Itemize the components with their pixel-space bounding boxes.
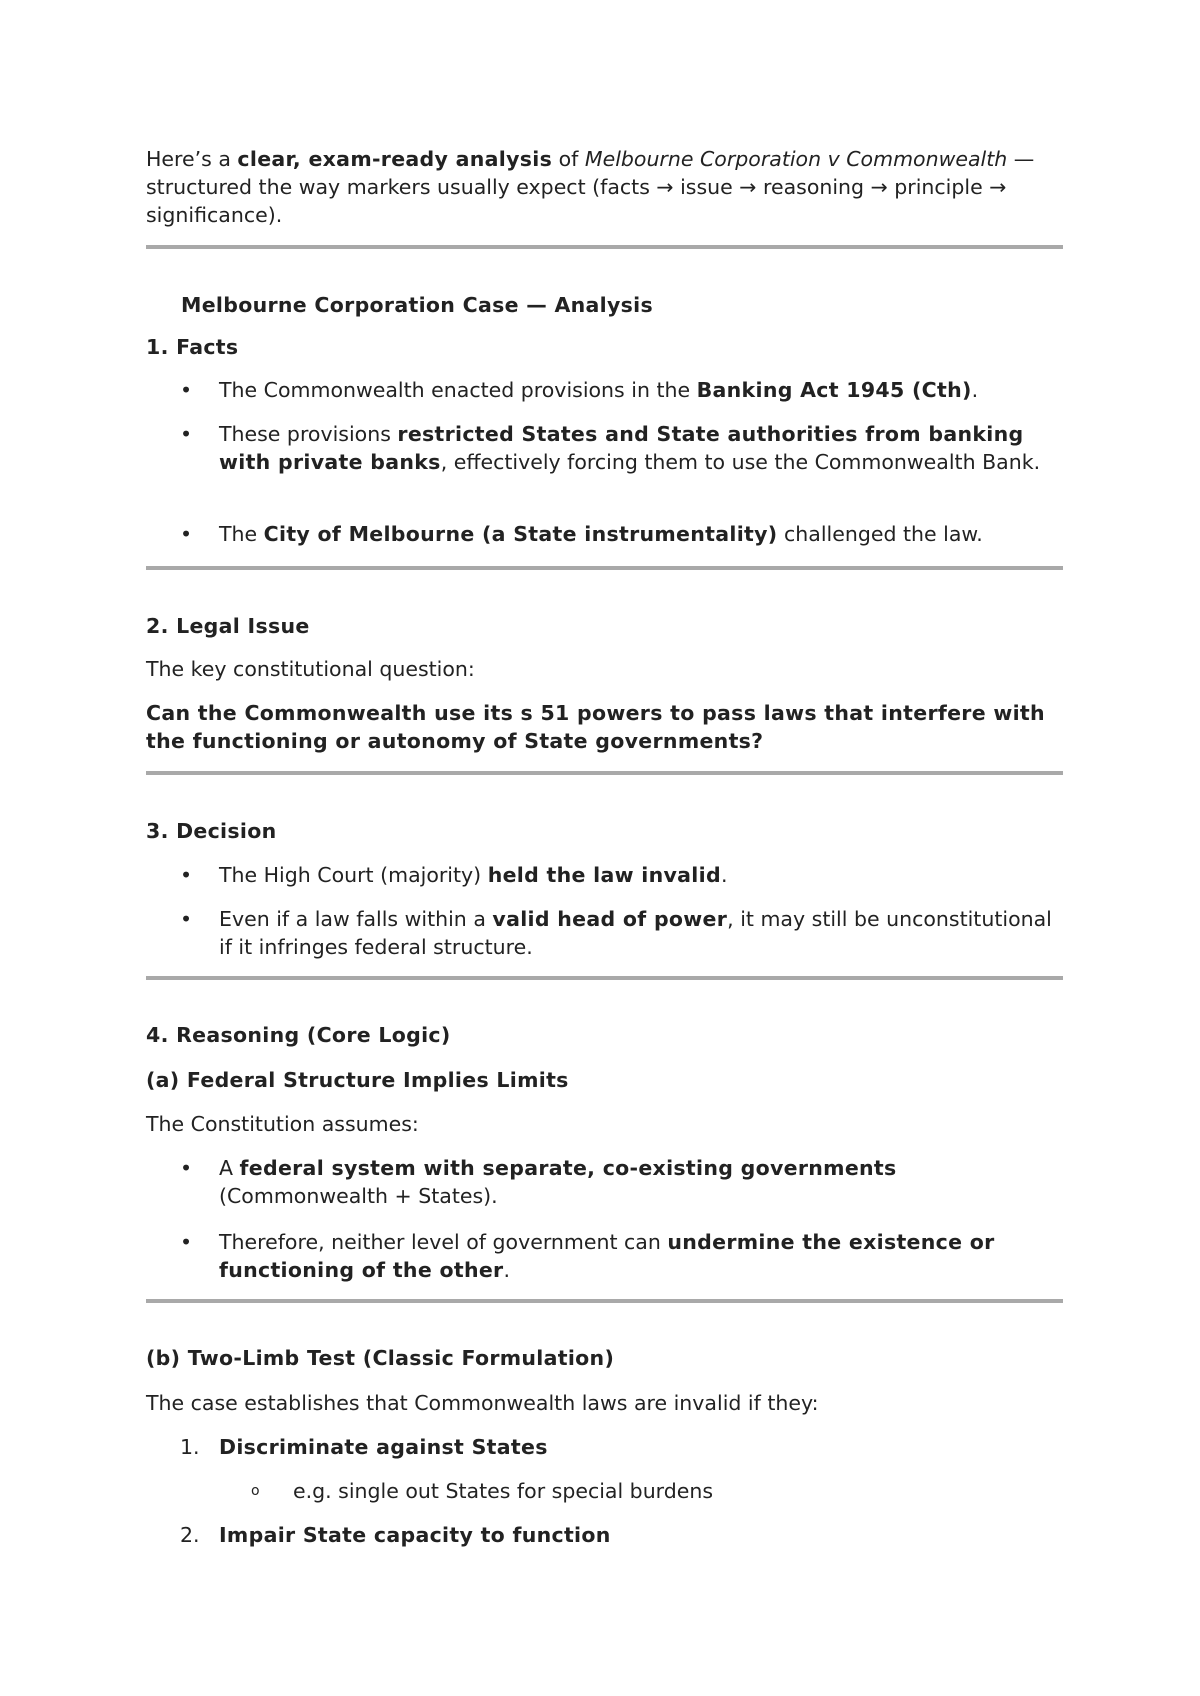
divider: [146, 976, 1063, 980]
intro-text: — structured the way markers usually expect (facts → issue → reasoning → principle → significance).: [146, 147, 1035, 227]
item-text: .: [503, 1258, 510, 1282]
item-bold: restricted States and State authorities from banking with private banks: [219, 422, 1024, 474]
item-text: .: [720, 863, 728, 887]
divider: [146, 245, 1063, 249]
bullet-icon: •: [180, 1230, 193, 1254]
divider: [146, 566, 1063, 570]
page-title: Melbourne Corporation Case — Analysis: [181, 293, 653, 317]
circle-bullet-icon: o: [251, 1483, 260, 1499]
sub-list-item: [146, 1477, 1066, 1505]
reasoning-text: The case establishes that Commonwealth laws are invalid if they:: [146, 1391, 819, 1415]
divider: [146, 1299, 1063, 1303]
item-bold: valid head of power: [492, 907, 728, 931]
reasoning-text: The Constitution assumes:: [146, 1112, 419, 1136]
limb-title: Discriminate against States: [219, 1435, 548, 1459]
list-item: [146, 520, 1066, 548]
limb-title: Impair State capacity to function: [219, 1523, 611, 1547]
numbered-item: [146, 1433, 1066, 1461]
bullet-icon: •: [180, 522, 193, 546]
numbered-item: [146, 1521, 1066, 1549]
facts-heading: 1. Facts: [146, 335, 239, 359]
item-bold: undermine the existence or functioning of the other: [219, 1230, 995, 1282]
item-text: The: [219, 522, 264, 546]
item-text: , it may still be unconstitutional if it infringes federal structure.: [219, 907, 1052, 959]
list-item: [146, 905, 1066, 961]
list-item: [146, 420, 1066, 476]
item-text: A: [219, 1156, 240, 1180]
bullet-icon: •: [180, 863, 193, 887]
item-text: Therefore, neither level of government can: [219, 1230, 668, 1254]
item-text: These provisions: [219, 422, 398, 446]
intro-paragraph: [146, 145, 1066, 229]
item-text: (Commonwealth + States).: [219, 1184, 498, 1208]
issue-text: The key constitutional question:: [146, 657, 475, 681]
item-bold: held the law invalid: [487, 863, 721, 887]
subheading-b: (b) Two-Limb Test (Classic Formulation): [146, 1346, 615, 1370]
bullet-icon: •: [180, 1156, 193, 1180]
bullet-icon: •: [180, 422, 193, 446]
item-bold: City of Melbourne (a State instrumentality): [263, 522, 778, 546]
item-bold: Banking Act 1945 (Cth): [696, 378, 972, 402]
list-item: [146, 861, 1066, 889]
item-text: challenged the law.: [777, 522, 983, 546]
item-text: .: [971, 378, 979, 402]
divider: [146, 771, 1063, 775]
list-item: [146, 376, 1066, 404]
bullet-icon: •: [180, 378, 193, 402]
case-name-italic: Melbourne Corporation v Commonwealth: [584, 147, 1008, 171]
item-text: The Commonwealth enacted provisions in the: [219, 378, 697, 402]
item-bold: federal system with separate, co-existing governments: [239, 1156, 897, 1180]
issue-question: Can the Commonwealth use its s 51 powers to pass laws that interfere with the functioning or autonomy of State governments?: [146, 701, 1045, 753]
sub-item-text: e.g. single out States for special burdens: [293, 1479, 714, 1503]
bullet-icon: •: [180, 907, 193, 931]
list-number: 2.: [180, 1523, 200, 1547]
item-text: The High Court (majority): [219, 863, 488, 887]
list-item: [146, 1228, 1066, 1284]
list-item: [146, 1154, 1066, 1210]
issue-heading: 2. Legal Issue: [146, 614, 310, 638]
intro-text: of: [552, 147, 585, 171]
reasoning-heading: 4. Reasoning (Core Logic): [146, 1023, 451, 1047]
intro-text: Here’s a: [146, 147, 238, 171]
decision-heading: 3. Decision: [146, 819, 277, 843]
intro-bold: clear, exam-ready analysis: [237, 147, 553, 171]
item-text: Even if a law falls within a: [219, 907, 493, 931]
list-number: 1.: [180, 1435, 200, 1459]
subheading-a: (a) Federal Structure Implies Limits: [146, 1068, 569, 1092]
item-text: , effectively forcing them to use the Commonwealth Bank.: [440, 450, 1041, 474]
